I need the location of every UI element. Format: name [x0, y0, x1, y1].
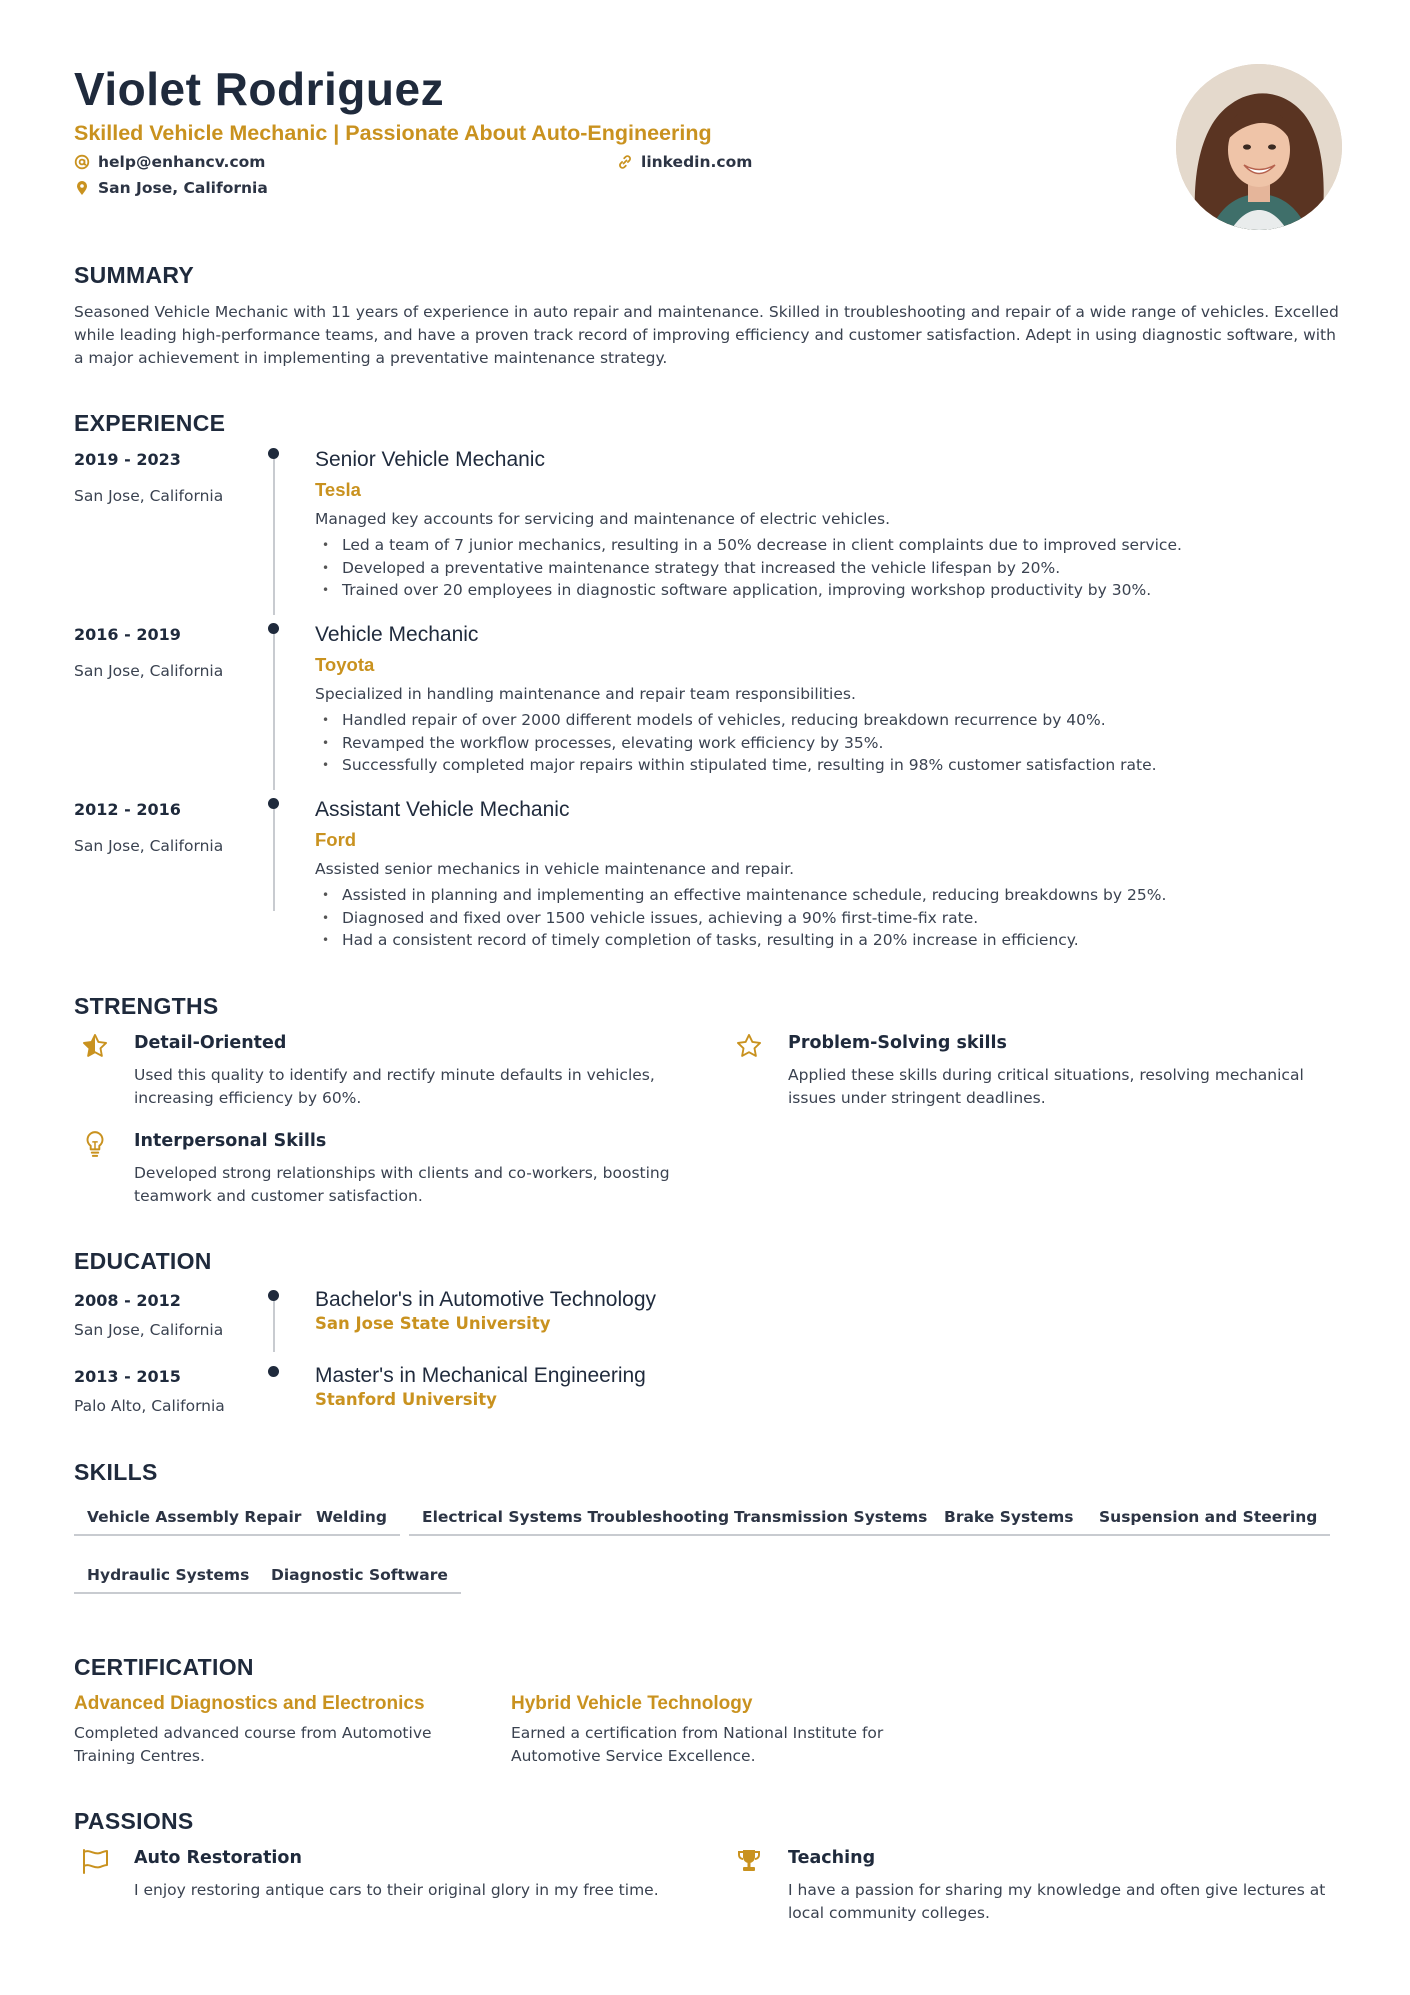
experience-bullet: • Led a team of 7 junior mechanics, resulting in a 50% decrease in client complaints due to improved service. [315, 534, 1182, 557]
star-half-icon [80, 1031, 110, 1061]
star-outline-icon [734, 1031, 764, 1061]
summary-text: Seasoned Vehicle Mechanic with 11 years of experience in auto repair and maintenance. Skilled in troubleshooting and repair of a wide range of vehicles. Excelled while leading high-performance teams, and have a proven track record of improving efficiency and customer satisfaction. Adept in using diagnostic software, with a major achievement in implementing a preventative maintenance strategy. [74, 303, 1339, 367]
experience-bullet: • Trained over 20 employees in diagnostic software application, improving workshop productivity by 30%. [315, 579, 1182, 602]
experience-description: Managed key accounts for servicing and maintenance of electric vehicles. [315, 510, 891, 528]
strength-description: Developed strong relationships with clients and co-workers, boosting teamwork and customer satisfaction. [134, 1164, 670, 1205]
strength-title: Interpersonal Skills [134, 1131, 327, 1151]
experience-bullet: • Had a consistent record of timely completion of tasks, resulting in a 20% increase in efficiency. [315, 929, 1166, 952]
education-dates: 2008 - 2012 [74, 1291, 181, 1310]
at-sign-icon [74, 154, 90, 170]
email-text: help@enhancv.com [98, 153, 266, 171]
experience-bullet: • Diagnosed and fixed over 1500 vehicle issues, achieving a 90% first-time-fix rate. [315, 907, 1166, 930]
map-pin-icon [74, 180, 90, 196]
experience-company: Toyota [315, 654, 375, 675]
contact-linkedin[interactable] [617, 153, 752, 171]
timeline-line [273, 453, 275, 615]
strength-title: Detail-Oriented [134, 1033, 287, 1053]
lightbulb-icon [80, 1129, 110, 1159]
experience-location: San Jose, California [74, 662, 224, 680]
passion-description: I enjoy restoring antique cars to their original glory in my free time. [134, 1881, 659, 1899]
skill-tag: Diagnostic Software [258, 1566, 461, 1594]
strength-description: Applied these skills during critical situations, resolving mechanical issues under stringent deadlines. [788, 1066, 1304, 1107]
experience-bullet: • Handled repair of over 2000 different models of vehicles, reducing breakdown recurrence by 40%. [315, 709, 1157, 732]
experience-dates: 2019 - 2023 [74, 450, 181, 469]
skill-tag: Hydraulic Systems [74, 1566, 262, 1594]
experience-location: San Jose, California [74, 837, 224, 855]
passions-heading: PASSIONS [74, 1808, 194, 1834]
experience-bullets [315, 884, 1166, 952]
location-text: San Jose, California [98, 179, 268, 197]
experience-location: San Jose, California [74, 487, 224, 505]
timeline-dot [268, 623, 279, 634]
skill-tag: Welding [303, 1508, 400, 1536]
contact-location [74, 179, 268, 197]
education-school: Stanford University [315, 1390, 497, 1409]
certification-title: Hybrid Vehicle Technology [511, 1693, 753, 1714]
skill-tag: Brake Systems [931, 1508, 1087, 1536]
education-location: San Jose, California [74, 1321, 224, 1339]
skill-tag: Electrical Systems Troubleshooting [409, 1508, 742, 1536]
linkedin-text: linkedin.com [641, 153, 753, 171]
experience-bullet: • Successfully completed major repairs within stipulated time, resulting in 98% customer satisfaction rate. [315, 754, 1157, 777]
experience-bullet: • Assisted in planning and implementing an effective maintenance schedule, reducing breakdowns by 25%. [315, 884, 1166, 907]
experience-company: Ford [315, 829, 357, 850]
candidate-name: Violet Rodriguez [74, 63, 445, 115]
strength-description: Used this quality to identify and rectify minute defaults in vehicles, increasing efficiency by 60%. [134, 1066, 655, 1107]
experience-description: Assisted senior mechanics in vehicle maintenance and repair. [315, 860, 795, 878]
timeline-dot [268, 1366, 279, 1377]
passion-title: Teaching [788, 1848, 876, 1868]
experience-role: Assistant Vehicle Mechanic [315, 798, 570, 821]
education-dates: 2013 - 2015 [74, 1367, 181, 1386]
experience-role: Senior Vehicle Mechanic [315, 448, 545, 471]
education-heading: EDUCATION [74, 1248, 212, 1274]
education-degree: Bachelor's in Automotive Technology [315, 1288, 656, 1311]
skill-tag: Suspension and Steering [1086, 1508, 1330, 1536]
timeline-dot [268, 1290, 279, 1301]
certification-heading: CERTIFICATION [74, 1654, 254, 1680]
experience-dates: 2016 - 2019 [74, 625, 181, 644]
education-school: San Jose State University [315, 1314, 551, 1333]
experience-dates: 2012 - 2016 [74, 800, 181, 819]
experience-role: Vehicle Mechanic [315, 623, 479, 646]
contact-email[interactable] [74, 153, 265, 171]
timeline-line [273, 803, 275, 911]
passion-description: I have a passion for sharing my knowledge and often give lectures at local community colleges. [788, 1881, 1326, 1922]
experience-bullets [315, 709, 1157, 777]
experience-company: Tesla [315, 479, 361, 500]
strength-title: Problem-Solving skills [788, 1033, 1007, 1053]
skill-tag: Vehicle Assembly Repair [74, 1508, 314, 1536]
education-location: Palo Alto, California [74, 1397, 225, 1415]
experience-heading: EXPERIENCE [74, 410, 226, 436]
summary-heading: SUMMARY [74, 262, 195, 288]
certification-description: Earned a certification from National Institute for Automotive Service Excellence. [511, 1724, 884, 1765]
timeline-dot [268, 448, 279, 459]
timeline-line [273, 1295, 275, 1352]
trophy-icon [734, 1846, 764, 1876]
link-icon [617, 154, 633, 170]
education-degree: Master's in Mechanical Engineering [315, 1364, 646, 1387]
experience-bullets [315, 534, 1182, 602]
experience-bullet: • Developed a preventative maintenance strategy that increased the vehicle lifespan by 20%. [315, 557, 1182, 580]
timeline-line [273, 628, 275, 790]
certification-description: Completed advanced course from Automotive Training Centres. [74, 1724, 432, 1765]
profile-photo [1176, 64, 1342, 230]
flag-icon [80, 1846, 110, 1876]
certification-title: Advanced Diagnostics and Electronics [74, 1693, 425, 1714]
timeline-dot [268, 798, 279, 809]
strengths-heading: STRENGTHS [74, 993, 219, 1019]
experience-description: Specialized in handling maintenance and repair team responsibilities. [315, 685, 856, 703]
candidate-tagline: Skilled Vehicle Mechanic | Passionate About Auto-Engineering [74, 121, 712, 145]
passion-title: Auto Restoration [134, 1848, 302, 1868]
skills-heading: SKILLS [74, 1459, 158, 1485]
experience-bullet: • Revamped the workflow processes, elevating work efficiency by 35%. [315, 732, 1157, 755]
skill-tag: Transmission Systems [721, 1508, 940, 1536]
